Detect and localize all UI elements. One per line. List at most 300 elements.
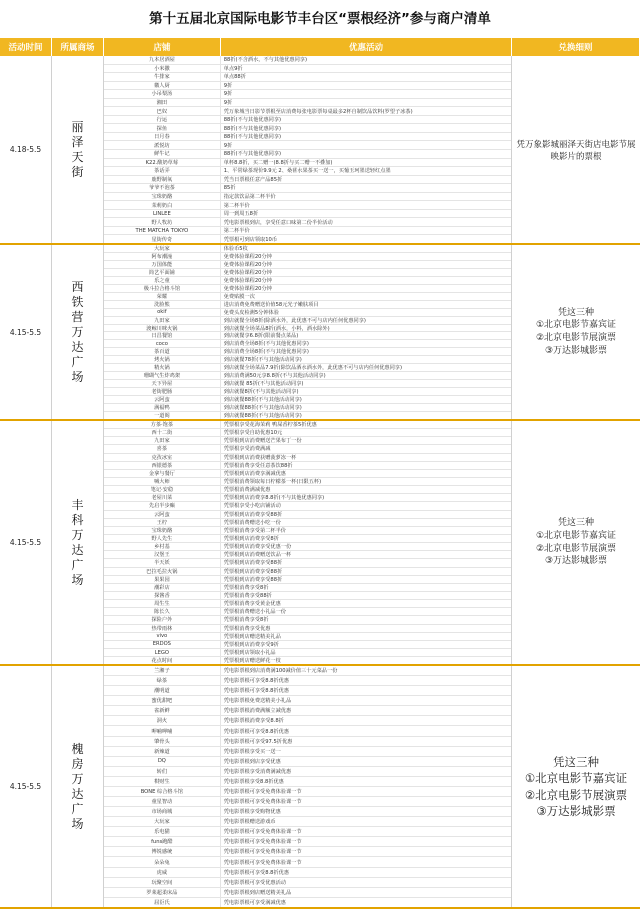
redeem-line: ②北京电影节展演票 — [535, 543, 617, 554]
table-row — [104, 90, 511, 99]
table-row — [104, 348, 511, 356]
table-row — [104, 666, 511, 676]
redeem-line: ②北京电影节展演票 — [524, 787, 628, 802]
table-row — [104, 551, 511, 559]
table-row — [104, 706, 511, 716]
store-name: 汉堡王 — [104, 551, 221, 558]
offer-text: 凭票根享受花海茉莉 鸭屎香柠茶5折优惠 — [223, 422, 317, 429]
offer-text: 凭电影票根可享受8.8折优惠 — [223, 678, 290, 685]
table-body — [0, 56, 640, 909]
offer-text: 指定款饮品第二杯半价 — [223, 194, 276, 201]
table-row — [104, 847, 511, 857]
table-row — [104, 559, 511, 567]
table-row — [104, 193, 511, 202]
offer-text: 9折 — [223, 82, 233, 89]
store-name: 九本居酒屋 — [104, 56, 221, 64]
redeem-line: 凭这三种 — [557, 518, 594, 529]
header-redeem: 兑换细则 — [512, 38, 640, 56]
store-name: 花点时间 — [104, 657, 221, 664]
table-row — [104, 277, 511, 285]
table-row — [104, 253, 511, 261]
table-row — [104, 269, 511, 277]
offer-text: 凭票根可到店领取10币 — [223, 236, 278, 243]
mall-name: 槐房万达广场 — [71, 741, 84, 831]
store-name: 先启半步癫 — [104, 502, 221, 509]
activity-time: 4.18-5.5 — [0, 56, 52, 243]
table-row — [104, 429, 511, 437]
table-row — [104, 868, 511, 878]
offer-text: 到店就餐全场8折(除酒水外，此优惠不可与店内任何优惠同享) — [223, 317, 366, 324]
activity-time: 4.15-5.5 — [0, 666, 52, 907]
table-row — [104, 210, 511, 219]
offer-text: 到店就餐78折(不与其他活动同享) — [223, 357, 302, 364]
table-row — [104, 99, 511, 108]
store-name: 九田家 — [104, 437, 221, 444]
offer-text: 凭电影票根到店赠送精美礼品 — [223, 889, 292, 896]
offer-text: 到店消费满50元享8.8折(不与其他活动同享) — [223, 373, 326, 380]
store-name: 渡鲸川咪火锅 — [104, 325, 221, 332]
table-row — [104, 494, 511, 502]
offer-text: 凭票根到店消费享受88折 — [223, 576, 283, 583]
table-row — [104, 309, 511, 317]
offer-text: 凭电影票根可享受免费体验课一节 — [223, 859, 302, 866]
table-row — [104, 511, 511, 519]
offer-text: 凭票根到店消费享8.8折(不与其他优惠同享) — [223, 495, 325, 502]
offer-text: 凭电影票根到店消费满100减价值三十元菜品一份 — [223, 668, 338, 675]
store-name: 九田家 — [104, 317, 221, 324]
store-name: 简艺平面铺 — [104, 269, 221, 276]
table-row — [104, 716, 511, 726]
offer-text: 凭票根到店赠送精美礼品 — [223, 633, 281, 640]
store-name: 方茶·饱茶 — [104, 421, 221, 428]
redeem-list — [536, 307, 616, 357]
offer-text: 凭票根到店赠送鲜花一枝 — [223, 658, 281, 665]
offer-text: 凭电影票根可享受免费体验课一节 — [223, 788, 302, 795]
store-name: K22.酸奶草莓 — [104, 159, 221, 167]
table-row — [104, 124, 511, 133]
table-row — [104, 696, 511, 706]
store-name: 博锐感统 — [104, 847, 221, 856]
store-name: 鹿野制氧 — [104, 176, 221, 184]
redeem-rules — [512, 245, 640, 419]
redeem-line: ①北京电影节嘉宾证 — [535, 320, 617, 331]
table-row — [104, 293, 511, 301]
offer-text: 凭票根消费享受黄金优惠 — [223, 601, 281, 608]
table-row — [104, 797, 511, 807]
store-name: 乐之童 — [104, 277, 221, 284]
store-name: 潮明道 — [104, 686, 221, 695]
header-mall: 所属商场 — [52, 38, 104, 56]
redeem-line: ③万达影城影票 — [544, 556, 608, 567]
table-row — [104, 757, 511, 767]
redeem-line: 凭这三种 — [557, 307, 594, 318]
store-name: 满福鸭 — [104, 404, 221, 411]
offer-text: 凭票根消费享受8折 — [223, 617, 269, 624]
offer-text: 88折(不与其他优惠同享) — [223, 125, 282, 132]
table-row — [104, 356, 511, 364]
offer-text: 单杯8.8折，买二赠一(8.8折与买二赠一不叠加) — [223, 159, 333, 166]
table-row — [104, 519, 511, 527]
store-name: 洞火 — [104, 716, 221, 725]
store-name: 潮彩店 — [104, 584, 221, 591]
store-list — [104, 56, 512, 243]
table-row — [104, 201, 511, 210]
mall-section — [0, 245, 640, 421]
offer-text: 凭票根享受小吃店铺活动 — [223, 503, 281, 510]
table-row — [104, 437, 511, 445]
table-row — [104, 616, 511, 624]
store-name: 爷爷不泡茶 — [104, 184, 221, 192]
store-name: 新辣道 — [104, 747, 221, 756]
store-name: funs跑酷 — [104, 837, 221, 846]
table-row — [104, 227, 511, 236]
offer-text: 88折(不含酒水，不与其他优惠同享) — [223, 57, 307, 64]
store-name: 徽人厨 — [104, 82, 221, 90]
activity-time: 4.15-5.5 — [0, 421, 52, 664]
table-row — [104, 462, 511, 470]
store-name: 云阿蛮 — [104, 511, 221, 518]
table-row — [104, 478, 511, 486]
table-row — [104, 317, 511, 325]
store-name: 湘田 — [104, 99, 221, 107]
table-row — [104, 535, 511, 543]
offer-text: 凭电影票根享受购物优惠 — [223, 809, 281, 816]
offer-text: 85折 — [223, 185, 236, 192]
store-name: 克孜冰室 — [104, 454, 221, 461]
store-name: 小米撒 — [104, 65, 221, 73]
store-name: LINLEE — [104, 210, 221, 218]
store-name: 行运 — [104, 116, 221, 124]
offer-text: 凭电影票根可享受97.5折优惠 — [223, 738, 293, 745]
activity-time: 4.15-5.5 — [0, 245, 52, 419]
offer-text: 凭票根消费享受优惠 — [223, 625, 271, 632]
redeem-rules — [512, 666, 640, 907]
store-name: 牛排家 — [104, 73, 221, 81]
redeem-line: ①北京电影节嘉宾证 — [524, 771, 628, 786]
offer-text: 凭电影票根享受买一送一 — [223, 748, 281, 755]
mall-section — [0, 421, 640, 666]
mall-name: 西铁营万达广场 — [71, 279, 84, 384]
store-name: 茉莉奶白 — [104, 201, 221, 209]
offer-text: 凭电影票根消费满额立减优惠 — [223, 708, 292, 715]
store-name: DQ — [104, 757, 221, 766]
offer-text: 凭电影票根可享受免费体验课一节 — [223, 849, 302, 856]
offer-text: 凭票根消费享受任意茶饮88折 — [223, 462, 293, 469]
table-row — [104, 150, 511, 159]
table-row — [104, 82, 511, 91]
offer-text: 凭票根到店消费赠送芒果布丁一份 — [223, 438, 302, 445]
offer-text: 凭电影票根可享受优惠活动 — [223, 879, 286, 886]
table-row — [104, 56, 511, 65]
store-name: 探鱼 — [104, 124, 221, 132]
store-name: 万国体能 — [104, 261, 221, 268]
offer-text: 凭电影票根可享受8.8折优惠 — [223, 869, 290, 876]
offer-text: 凭票根到店消费享受88折 — [223, 568, 283, 575]
offer-text: 免费体验课程20分钟 — [223, 261, 272, 268]
table-row — [104, 159, 511, 168]
store-name: 野人先生 — [104, 535, 221, 542]
header-time: 活动时间 — [0, 38, 52, 56]
store-name: 云阿蛮 — [104, 396, 221, 403]
store-name: 珊瑚气生炸鸡架 — [104, 372, 221, 379]
store-name: 雀新鲜 — [104, 706, 221, 715]
table-row — [104, 737, 511, 747]
table-row — [104, 372, 511, 380]
offer-text: 凭票根到店消费获赠菠萝冻一杯 — [223, 454, 297, 461]
offer-text: 88折(不与其他优惠同享) — [223, 117, 282, 124]
table-row — [104, 404, 511, 412]
store-name: 玩聚空间 — [104, 878, 221, 887]
table-row — [104, 245, 511, 253]
store-name: ERDOS — [104, 641, 221, 648]
offer-text: 凭电影票根到店，享受任意口味第二份半价活动 — [223, 219, 333, 226]
table-row — [104, 857, 511, 867]
offer-text: 凭票根到店消费享满减优惠 — [223, 470, 286, 477]
table-row — [104, 641, 511, 649]
offer-text: 到店就餐88折(不与其他活动同享) — [223, 405, 302, 412]
mall-cell — [52, 421, 104, 664]
offer-text: 88折(不与其他优惠同享) — [223, 151, 282, 158]
table-row — [104, 470, 511, 478]
redeem-line: 凭这三种 — [553, 755, 599, 770]
offer-text: 单点9折 — [223, 65, 243, 72]
offer-text: 凭当日票根任意产品85折 — [223, 176, 283, 183]
table-row — [104, 608, 511, 616]
store-name: 宝珠奶酪 — [104, 193, 221, 201]
table-row — [104, 649, 511, 657]
store-list — [104, 245, 512, 419]
offer-text: 凭票根享受自助优惠10元 — [223, 430, 283, 437]
mall-name: 丽泽天街 — [71, 119, 84, 179]
store-name: 肇骨头 — [104, 737, 221, 746]
store-name: vivo — [104, 633, 221, 640]
table-row — [104, 686, 511, 696]
offer-text: 凭电影票根赠送游戏币 — [223, 819, 276, 826]
offer-text: 到店消费全场8折(不与其他优惠同享) — [223, 349, 309, 356]
table-row — [104, 592, 511, 600]
offer-text: 凭票根消费赠送小吃一份 — [223, 519, 281, 526]
store-name: 探险户外 — [104, 616, 221, 623]
table-row — [104, 340, 511, 348]
table-row — [104, 176, 511, 185]
offer-text: 凭电影票根可享受免费体验课一节 — [223, 839, 302, 846]
table-row — [104, 218, 511, 227]
offer-text: 凭电影票根享受8.8折优惠 — [223, 778, 284, 785]
store-name: 精火锅 — [104, 364, 221, 371]
table-row — [104, 888, 511, 898]
offer-text: 凭票根享受消费满减 — [223, 446, 271, 453]
mall-section — [0, 56, 640, 245]
store-name: 大玩家 — [104, 245, 221, 252]
store-name: 烤火锅 — [104, 356, 221, 363]
offer-text: 凭票根消费满减优惠 — [223, 487, 271, 494]
table-row — [104, 261, 511, 269]
mall-section — [0, 666, 640, 909]
store-name: 小吊梨汤 — [104, 90, 221, 98]
store-name: 半天妖 — [104, 559, 221, 566]
offer-text: 凭票根到店消费享受优惠一份 — [223, 544, 292, 551]
table-row — [104, 388, 511, 396]
offer-text: 凭电影票根消费享受8.8折 — [223, 718, 284, 725]
store-name: 虎威 — [104, 868, 221, 877]
offer-text: 到店就餐 85折(不与其他活动同享) — [223, 381, 304, 388]
header-store: 店铺 — [104, 38, 221, 56]
table-row — [104, 167, 511, 176]
table-row — [104, 65, 511, 74]
store-name: 一道阁 — [104, 412, 221, 419]
redeem-list — [536, 517, 616, 567]
store-name: 西十二街 — [104, 429, 221, 436]
table-row — [104, 600, 511, 608]
redeem-line: ①北京电影节嘉宾证 — [535, 530, 617, 541]
store-name: 市场商城 — [104, 807, 221, 816]
store-name: 乡村基 — [104, 543, 221, 550]
store-name: 巴奴 — [104, 107, 221, 115]
table-row — [104, 454, 511, 462]
offer-text: 到店就餐88折(不与其他活动同享) — [223, 413, 302, 419]
offer-text: 到店就餐88折(不与其他活动同享) — [223, 397, 302, 404]
offer-text: 凭票根到店消费享受88折 — [223, 511, 283, 518]
table-row — [104, 878, 511, 888]
table-row — [104, 364, 511, 372]
table-row — [104, 421, 511, 429]
table-row — [104, 787, 511, 797]
redeem-line: ②北京电影节展演票 — [535, 333, 617, 343]
offer-text: 免费体验课程20分钟 — [223, 253, 272, 260]
offer-text: 到店就餐8折(不与其他活动同享) — [223, 389, 299, 396]
store-name: 荣耀 — [104, 293, 221, 300]
table-row — [104, 445, 511, 453]
offer-text: 免费体验课程20分钟 — [223, 285, 272, 292]
store-name: 大玩家 — [104, 817, 221, 826]
store-name: 派悦坊 — [104, 141, 221, 149]
header-offer: 优惠活动 — [221, 38, 512, 56]
mall-cell — [52, 245, 104, 419]
offer-text: 体验币5枚 — [223, 245, 248, 252]
store-name: BONE 综合格斗馆 — [104, 787, 221, 796]
table-row — [104, 837, 511, 847]
store-name: 喊大师 — [104, 478, 221, 485]
offer-text: 到店消费全场8折(不与其他优惠同享) — [223, 341, 309, 348]
offer-text: 凭电影票根免费送精美小礼品 — [223, 698, 292, 705]
offer-text: 9折 — [223, 91, 233, 98]
page-title: 第十五届北京国际电影节丰台区“票根经济”参与商户清单 — [149, 11, 491, 27]
table-row — [104, 633, 511, 641]
store-name: 王柠 — [104, 519, 221, 526]
offer-text: 凭电影票根可享受免费体验课一节 — [223, 829, 302, 836]
offer-text: 进店消费免费赠送价值58元光子嫩肤项目 — [223, 301, 319, 308]
offer-text: 凭票根消费享受8折 — [223, 584, 269, 591]
store-name: 热带雨林 — [104, 625, 221, 632]
table-row — [104, 527, 511, 535]
store-name: 野人牧坊 — [104, 218, 221, 226]
table-row — [104, 285, 511, 293]
offer-text: 到店就餐全场菜品7.9折(除饮品酒水酒水外，此优惠不可与店内任何优惠同享) — [223, 365, 403, 372]
store-name: 绿茶 — [104, 676, 221, 685]
redeem-line: ③万达影城影票 — [544, 345, 608, 356]
table-row — [104, 301, 511, 309]
store-name: 鲜牛记 — [104, 150, 221, 158]
store-name: 老屋川菜 — [104, 494, 221, 501]
store-name: okif — [104, 309, 221, 316]
offer-text: 免费体验课程20分钟 — [223, 269, 272, 276]
store-name: 罗莱超柔床品 — [104, 888, 221, 897]
store-name: 转们 — [104, 767, 221, 776]
store-name: 乐电猫 — [104, 827, 221, 836]
offer-text: 凭电影票根可享受免费体验课一节 — [223, 799, 302, 806]
offer-text: 到店就餐全场菜品8折(酒水，小料，酒水除外) — [223, 325, 330, 332]
offer-text: 免费贴膜一次 — [223, 293, 255, 300]
table-row — [104, 807, 511, 817]
store-name: 巴拉毛拉火锅 — [104, 568, 221, 575]
offer-text: 凭票根消费领取每日柠檬茶一杯(日限五杯) — [223, 479, 322, 486]
store-name: THE MATCHA TOKYO — [104, 227, 221, 235]
table-row — [104, 396, 511, 404]
offer-text: 凭票根消费享受88折 — [223, 593, 272, 600]
redeem-list — [525, 754, 627, 818]
table-header — [0, 38, 640, 56]
store-name: 朵朵兔 — [104, 857, 221, 866]
store-name: coco — [104, 340, 221, 347]
offer-text: 第二杯半价 — [223, 202, 250, 209]
table-row — [104, 133, 511, 142]
table-row — [104, 827, 511, 837]
offer-text: 9折 — [223, 142, 233, 149]
offer-text: 到店就餐享6.8折(限前餐点菜品) — [223, 333, 299, 340]
offer-text: 免费头皮检测5分钟体验 — [223, 309, 279, 316]
redeem-rules — [512, 421, 640, 664]
table-row — [104, 777, 511, 787]
store-name: 周生生 — [104, 600, 221, 607]
mall-cell — [52, 666, 104, 907]
table-row — [104, 568, 511, 576]
store-name: 茶百道 — [104, 348, 221, 355]
table-row — [104, 235, 511, 243]
table-row — [104, 576, 511, 584]
table-row — [104, 412, 511, 419]
table-row — [104, 747, 511, 757]
offer-text: 单点88折 — [223, 74, 246, 81]
table-row — [104, 657, 511, 664]
offer-text: 凭票根到店领取小礼品 — [223, 650, 276, 656]
store-name: 兰湘子 — [104, 666, 221, 675]
offer-text: 凭电影票根享受消费满减优惠 — [223, 768, 292, 775]
store-name: 日月春 — [104, 133, 221, 141]
table-row — [104, 332, 511, 340]
offer-text: 凭票根消费享受第二杯半价 — [223, 527, 286, 534]
store-name: 童星智动 — [104, 797, 221, 806]
store-name: LEGO — [104, 649, 221, 656]
table-row — [104, 584, 511, 592]
table-row — [104, 502, 511, 510]
store-name: 西银德茶 — [104, 462, 221, 469]
mall-name: 丰科万达广场 — [71, 497, 84, 587]
table-row — [104, 543, 511, 551]
table-row — [104, 73, 511, 82]
store-name: 笔记·安稳 — [104, 486, 221, 493]
store-name: 陈长久 — [104, 608, 221, 615]
store-name: 宝珠奶酪 — [104, 527, 221, 534]
offer-text: 1、平常绿茶现价9.9元 2、桑葚水果茶买一送一，买葡玉珂墨送轻红点墨 — [223, 168, 391, 175]
offer-text: 凭票根到店消费赠送饮品一杯 — [223, 552, 292, 559]
store-name: 天下异屋 — [104, 380, 221, 387]
offer-text: 88折(不与其他优惠同享) — [223, 134, 282, 141]
table-row — [104, 141, 511, 150]
table-row — [104, 486, 511, 494]
offer-text: 凭电影票根到店享受优惠 — [223, 758, 281, 765]
store-name: 探酱香 — [104, 592, 221, 599]
offer-text: 周一到周五8折 — [223, 211, 259, 218]
